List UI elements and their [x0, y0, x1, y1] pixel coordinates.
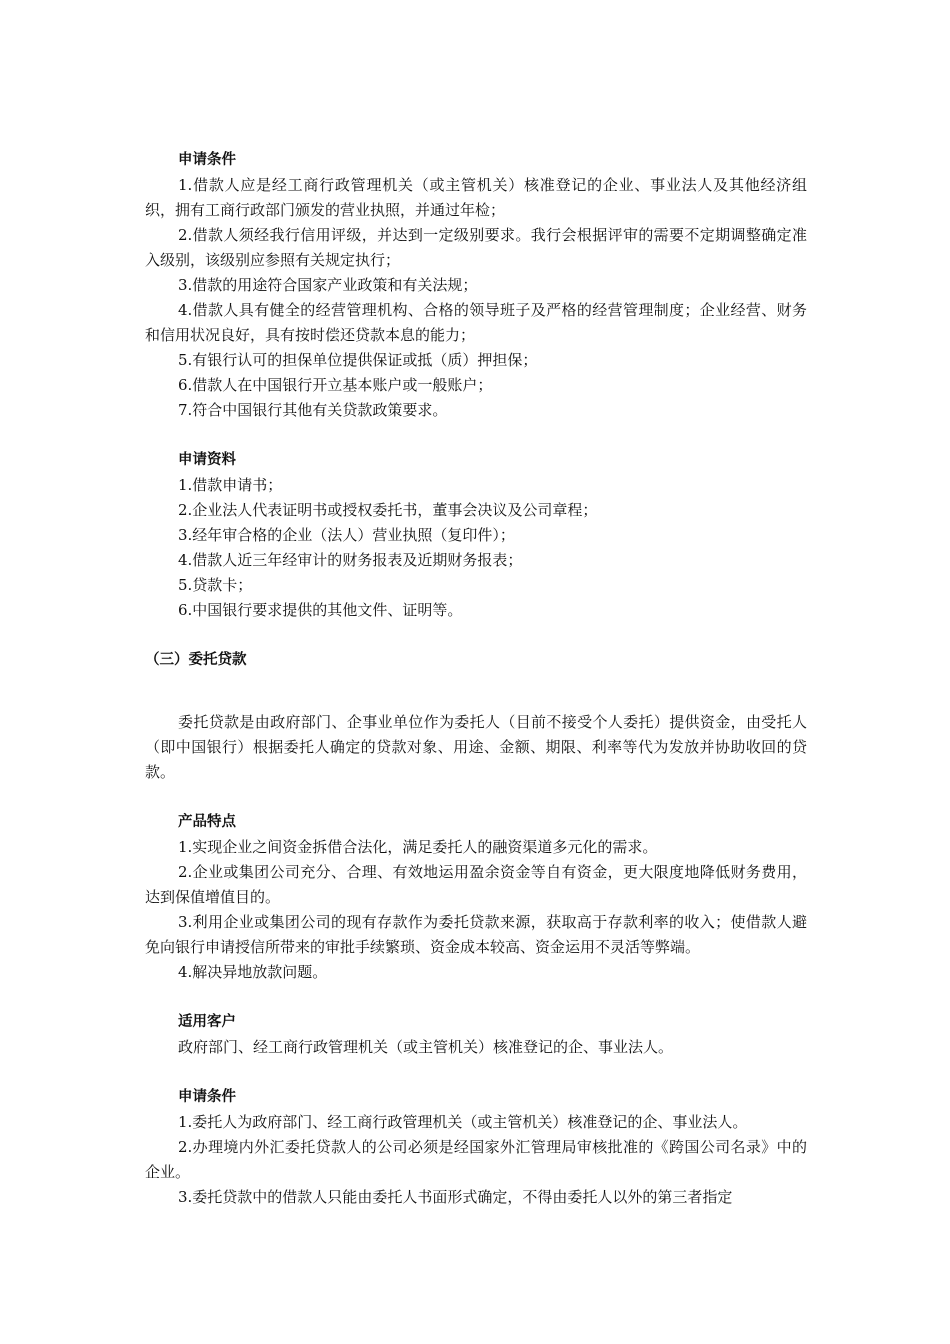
section-heading-application-conditions: 申请条件 [178, 152, 236, 168]
list-item: 5.贷款卡； [178, 576, 253, 594]
spacer [145, 985, 807, 1010]
list-item: 4.借款人近三年经审计的财务报表及近期财务报表； [178, 551, 523, 569]
intro-paragraph: 委托贷款是由政府部门、企事业单位作为委托人（目前不接受个人委托）提供资金，由受托人（即中国银行）根据委托人确定的贷款对象、用途、金额、期限、利率等代为发放并协助收回的贷款。 [145, 713, 807, 781]
section-title-entrusted-loan: （三）委托贷款 [145, 652, 247, 668]
list-item: 6.中国银行要求提供的其他文件、证明等。 [178, 601, 463, 619]
list-item: 2.企业或集团公司充分、合理、有效地运用盈余资金等自有资金，更大限度地降低财务费用，达到保值增值目的。 [145, 863, 807, 906]
list-item: 1.借款人应是经工商行政管理机关（或主管机关）核准登记的企业、事业法人及其他经济组织，拥有工商行政部门颁发的营业执照，并通过年检； [145, 176, 807, 219]
list-item: 1.借款申请书； [178, 476, 283, 494]
list-item: 3.经年审合格的企业（法人）营业执照（复印件）； [178, 526, 515, 544]
spacer [145, 785, 807, 810]
list-item: 4.借款人具有健全的经营管理机构、合格的领导班子及严格的经营管理制度；企业经营、财务和信用状况良好，具有按时偿还贷款本息的能力； [145, 301, 807, 344]
list-item: 4.解决异地放款问题。 [178, 963, 328, 981]
list-item: 5.有银行认可的担保单位提供保证或抵（质）押担保； [178, 351, 538, 369]
list-item: 2.办理境内外汇委托贷款人的公司必须是经国家外汇管理局审核批准的《跨国公司名录》中的企业。 [145, 1138, 807, 1181]
spacer [145, 623, 807, 648]
list-item: 3.委托贷款中的借款人只能由委托人书面形式确定，不得由委托人以外的第三者指定 [178, 1188, 733, 1206]
list-item: 3.借款的用途符合国家产业政策和有关法规； [178, 276, 478, 294]
section-heading-product-features: 产品特点 [178, 814, 236, 830]
list-item: 1.委托人为政府部门、经工商行政管理机关（或主管机关）核准登记的企、事业法人。 [178, 1113, 748, 1131]
spacer [145, 423, 807, 448]
section-heading-application-conditions-2: 申请条件 [178, 1089, 236, 1105]
list-item: 1.实现企业之间资金拆借合法化，满足委托人的融资渠道多元化的需求。 [178, 838, 658, 856]
list-item: 2.借款人须经我行信用评级，并达到一定级别要求。我行会根据评审的需要不定期调整确定准入级别，该级别应参照有关规定执行； [145, 226, 807, 269]
paragraph: 政府部门、经工商行政管理机关（或主管机关）核准登记的企、事业法人。 [178, 1038, 674, 1056]
list-item: 6.借款人在中国银行开立基本账户或一般账户； [178, 376, 493, 394]
spacer [145, 1060, 807, 1085]
list-item: 7.符合中国银行其他有关贷款政策要求。 [178, 401, 448, 419]
spacer [145, 673, 807, 710]
list-item: 3.利用企业或集团公司的现有存款作为委托贷款来源，获取高于存款利率的收入；使借款人避免向银行申请授信所带来的审批手续繁琐、资金成本较高、资金运用不灵活等弊端。 [145, 913, 807, 956]
section-heading-applicable-customers: 适用客户 [178, 1014, 236, 1030]
section-heading-application-materials: 申请资料 [178, 452, 236, 468]
list-item: 2.企业法人代表证明书或授权委托书，董事会决议及公司章程； [178, 501, 598, 519]
